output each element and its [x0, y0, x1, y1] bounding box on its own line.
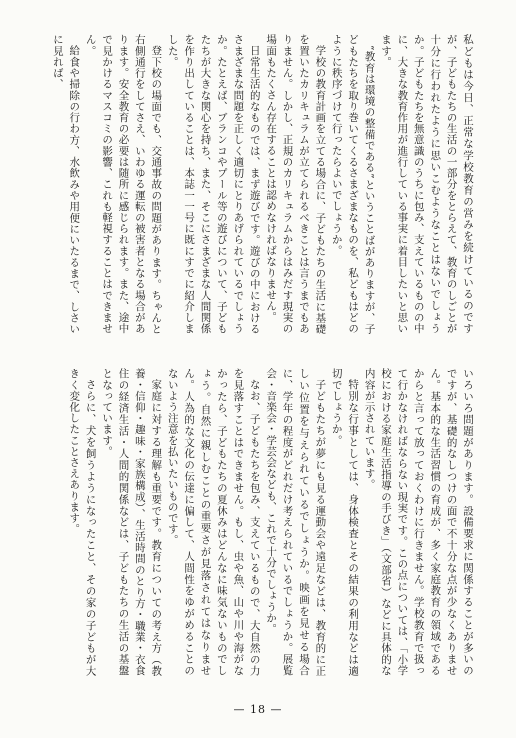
upper-text-block: [44, 34, 476, 334]
paragraph: さらに、犬を飼うようになったこと、その家の子どもが大きく変化したことさえあります。: [68, 368, 97, 676]
paragraph: “教育は環境の整備である”ということばがありますが、子どもたちを取り巻いてくるさまざまなものを、私どもはどのように秩序づけて行ったらよいでしょうか。: [330, 34, 376, 334]
paragraph: 給食や掃除の行わ方、水飲みや用便にいたるまで、しさいに見れば、: [51, 34, 81, 334]
paragraph: 日常生活的なものでは、まず遊びです。遊びの中におけるさまざまな問題を正しく適切にとりあげられているでしょうか。たとえば、ブランコやプール等の遊びについて、子どもたちが大きな関心を持ち、また、そこにさまざまな人間関係を作り出していることは、本誌一一号に既にすでに紹介しました。: [166, 34, 261, 334]
lower-text-block: [44, 368, 476, 676]
paragraph: 子どもたちが夢にも見る運動会や遠足などは、教育的に正しい位置を与えられているでしょうか。映画を見せる場合に、学年の程度がどれだけ考えられているでしょうか。展覧会・音楽会・学芸会なども、これで十分でしょうか。: [265, 368, 327, 676]
paragraph: いろいろ問題があります。設備要求に関係することが多いのですが、基礎的なしつけの面で不十分な点が少なくありません。基本的な生活習慣の育成が、多く家庭教育の領域であるからと言って放っておくわけに行きません。学校教育で扱って行かなければならない現実です。この点については、「小学校における家庭生活指導の手びき」（文部省）などに具体的な内容が示されています。: [363, 368, 474, 676]
paragraph: 特別な行事としては、身体検査とその結果の利用などは適切でしょうか。: [330, 368, 360, 676]
page-number: — 18 —: [233, 703, 283, 716]
paragraph: 学校の教育計画を立てる場合に、子どもたちの生活に基礎を置いたカリキュラムが立てられるべきことは言うまでもありません。しかし、正規のカリキュラムからはみだす現実の場面もたくさん存在することは認めなければなりません。: [265, 34, 327, 334]
paragraph: 登下校の場面でも、交通事故の問題があります。ちゃんと右側通行をしてさえ、いわゆる運転の被害者となる場合があります。安全教育の必要は随所に感じられます。また、途中で見かけるマスコミの影響、これも軽視することはできません。: [84, 34, 163, 334]
paragraph: 家庭に対する理解も重要です。教育についての考え方（教養・信仰・趣味・家族構成）、生活時間のとり方・職業・衣食住の経済生活・人間的関係などは、子どもたちの生活の基盤となっています。: [101, 368, 163, 676]
paragraph: 私どもは今日、正常な学校教育の営みを続けているのですが、子どもたちの生活の一部分をとらえて、教育のしごとが十分に行われたように思いこむようなことはないでしょうか。子どもたちを無意識のうちに包み、支えているものの中に、大きな教育作用が進行している事実に着目したいと思います。: [379, 34, 474, 334]
paragraph: なお、子どもたちを包み、支えているもので、大自然の力を見落すことはできません。もし、虫や魚、山や川や海がなかったら、子どもたちの夏休みはどんなに味気ないものでしょう。自然に親しむことの重要さが見落されてはなりません。人為的な文化の伝達に偏して、人間性をゆがめることのないよう注意を払いたいものです。: [166, 368, 261, 676]
